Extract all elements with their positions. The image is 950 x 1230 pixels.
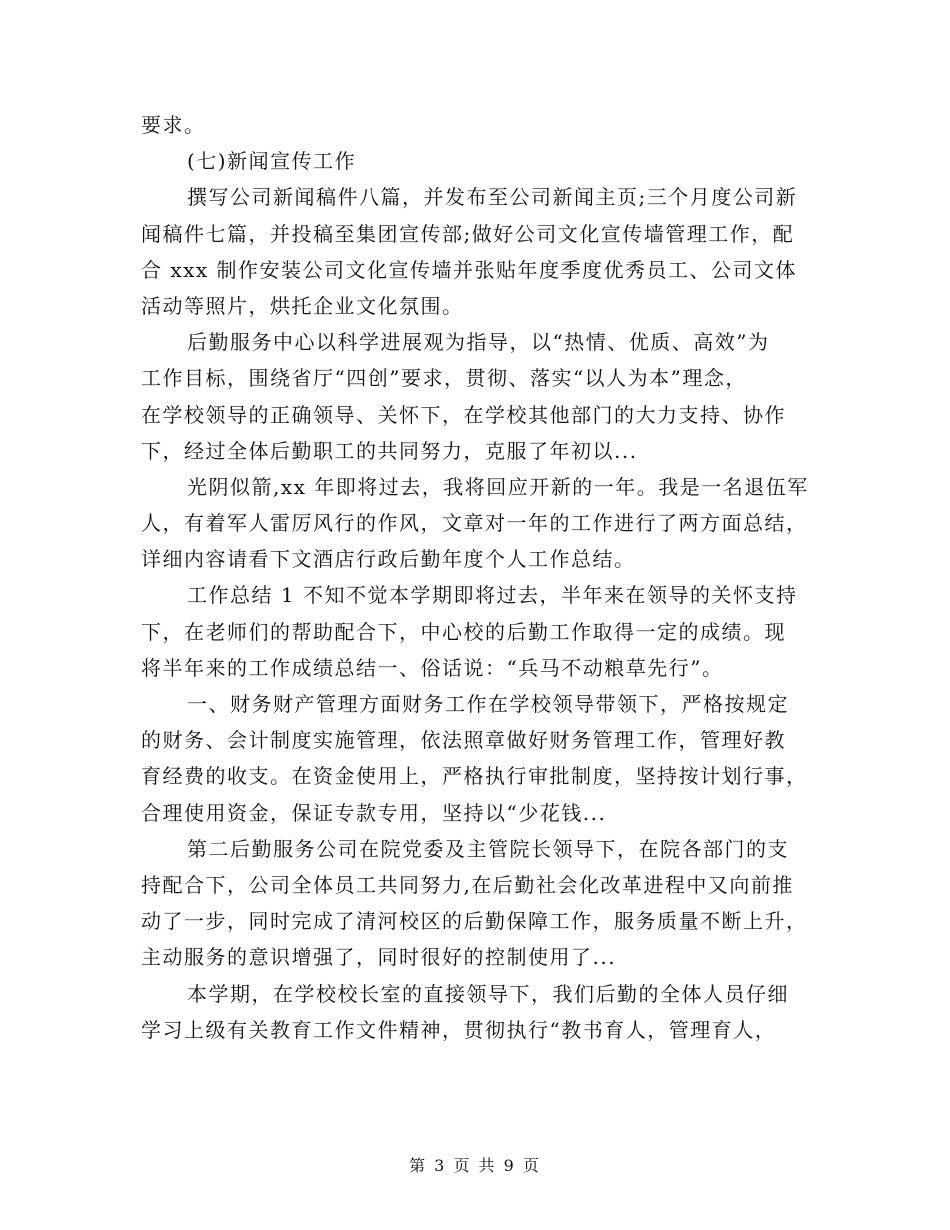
text-line: 下，经过全体后勤职工的共同努力，克服了年初以... [141,438,638,463]
text-line: 工作目标，围绕省厅“四创”要求，贯彻、落实“以人为本”理念， [141,366,747,391]
text-line: 第二后勤服务公司在院党委及主管院长领导下，在院各部门的支 [187,836,789,861]
text-line: 合理使用资金，保证专款专用，坚持以“少花钱... [141,800,607,825]
text-line: 动了一步，同时完成了清河校区的后勤保障工作，服务质量不断上升， [141,909,808,934]
text-line: 育经费的收支。在资金使用上，严格执行审批制度，坚持按计划行事， [141,764,808,789]
text-line: 下，在老师们的帮助配合下，中心校的后勤工作取得一定的成绩。现 [141,619,786,644]
section-heading: (七)新闻宣传工作 [187,149,357,174]
text-line: 学习上级有关教育工作文件精神，贯彻执行“教书育人，管理育人， [141,1017,777,1042]
text-line: 主动服务的意识增强了，同时很好的控制使用了... [141,945,617,970]
text-line: 后勤服务中心以科学进展观为指导，以“热情、优质、高效”为 [187,330,770,355]
text-line: 在学校领导的正确领导、关怀下，在学校其他部门的大力支持、协作 [141,402,786,427]
text-line: 要求。 [141,113,206,137]
text-line: 详细内容请看下文酒店行政后勤年度个人工作总结。 [141,547,636,572]
text-line: 本学期，在学校校长室的直接领导下，我们后勤的全体人员仔细 [187,981,789,1006]
text-line: 光阴似箭,xx 年即将过去，我将回应开新的一年。我是一名退伍军 [187,474,809,499]
text-line: 撰写公司新闻稿件八篇，并发布至公司新闻主页;三个月度公司新 [187,185,798,210]
text-line: 将半年来的工作成绩总结一、俗话说：“兵马不动粮草先行”。 [141,655,724,680]
text-line: 闻稿件七篇，并投稿至集团宣传部;做好公司文化宣传墙管理工作，配 [141,221,795,246]
page-number-footer: 第 3 页 共 9 页 [409,1156,541,1175]
text-line: 一、财务财产管理方面财务工作在学校领导带领下，严格按规定 [187,692,789,716]
text-line: 活动等照片，烘托企业文化氛围。 [141,293,464,318]
text-line: 的财务、会计制度实施管理，依法照章做好财务管理工作，管理好教 [141,728,786,753]
text-line: 工作总结 1 不知不觉本学期即将过去，半年来在领导的关怀支持 [187,583,798,608]
document-body [141,107,809,1048]
text-line: 合 xxx 制作安装公司文化宣传墙并张贴年度季度优秀员工、公司文体 [141,257,798,282]
text-line: 持配合下，公司全体员工共同努力,在后勤社会化改革进程中又向前推 [141,872,794,897]
text-line: 人，有着军人雷厉风行的作风，文章对一年的工作进行了两方面总结， [141,511,808,536]
